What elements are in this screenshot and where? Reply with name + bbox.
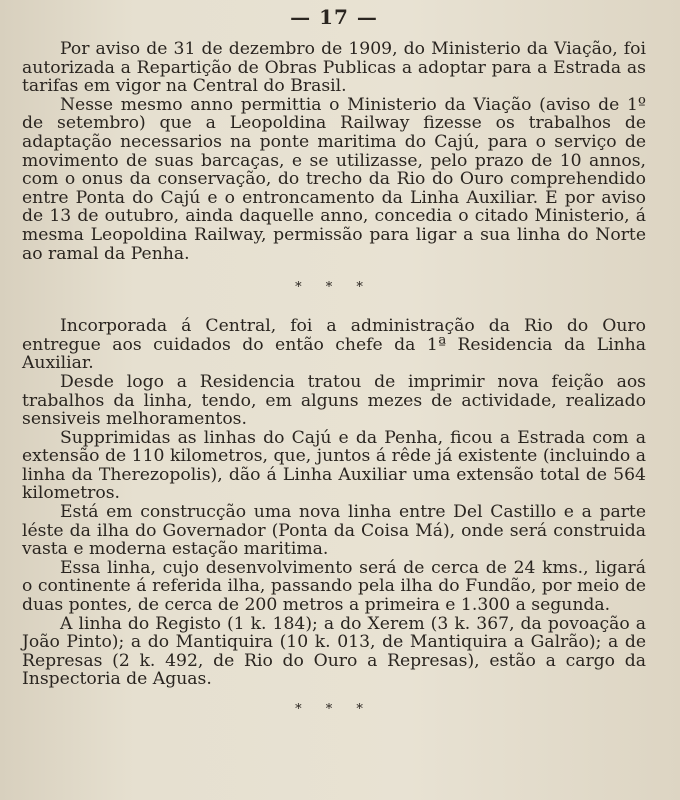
paragraph: A linha do Registo (1 k. 184); a do Xerem (3 k. 367, da povoação a João Pinto); a do Mantiquira (10 k. 013, de Mantiquira a Galrão); a de Represas (2 k. 492, de Rio do Ouro a Represas), estão a cargo da Inspectoria de Aguas.: [22, 613, 646, 690]
paragraph: Por aviso de 31 de dezembro de 1909, do Ministerio da Viação, foi autorizada a Repartição de Obras Publicas a adoptar para a Estrada as tarifas em vigor na Central do Brasil.: [22, 39, 646, 97]
paragraph: Supprimidas as linhas do Cajú e da Penha, ficou a Estrada com a extensão de 110 kilometros, que, juntos á rêde já existente (incluindo a linha da Therezopolis), dão á Linha Auxiliar uma extensão total de 564 kilometros.: [22, 427, 646, 504]
paragraph: Está em construcção uma nova linha entre Del Castillo e a parte léste da ilha do Governador (Ponta da Coisa Má), onde será construida vasta e moderna estação maritima.: [22, 502, 646, 560]
section-incorporacao: [22, 317, 646, 689]
paragraph: Nesse mesmo anno permittia o Ministerio da Viação (aviso de 1º de setembro) que a Leopoldina Railway fizesse os trabalhos de adaptação necessarios na ponte maritima do Cajú, para o serviço de movimento de suas barcaças, e se utilizasse, pelo prazo de 10 annos, com o onus da conservação, do trecho da Rio do Ouro comprehendido entre Ponta do Cajú e o entroncamento da Linha Auxiliar. E por aviso de 13 de outubro, ainda daquelle anno, concedia o citado Ministerio, á mesma Leopoldina Railway, permissão para ligar a sua linha do Norte ao ramal da Penha.: [22, 94, 646, 264]
section-separator: * * *: [295, 280, 373, 296]
section-tarifas: [22, 40, 646, 263]
paragraph: Essa linha, cujo desenvolvimento será de cerca de 24 kms., ligará o continente á referida ilha, passando pela ilha do Fundão, por meio de duas pontes, de cerca de 200 metros a primeira e 1.300 a segunda.: [22, 557, 646, 616]
paragraph: Incorporada á Central, foi a administração da Rio do Ouro entregue aos cuidados do então chefe da 1ª Residencia da Linha Auxiliar.: [22, 316, 646, 374]
section-separator: * * *: [295, 702, 373, 717]
page-number: — 17 —: [290, 5, 378, 29]
paragraph: Desde logo a Residencia tratou de imprimir nova feição aos trabalhos da linha, tendo, em alguns mezes de actividade, realizado sensiveis melhoramentos.: [22, 371, 646, 430]
